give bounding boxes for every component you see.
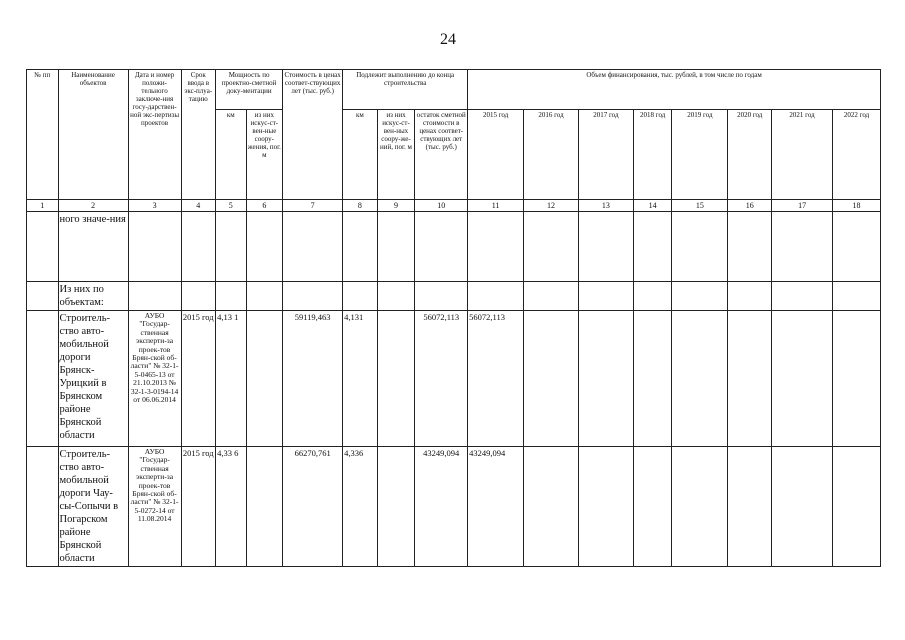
header-year-2022: 2022 год (833, 110, 881, 200)
header-remaining-structures: из них искус-ст-вен-ных соору-же-ний, пог. м (377, 110, 415, 200)
object-name: Из них по объектам: (58, 282, 128, 311)
column-number: 11 (468, 200, 524, 212)
header-financing-group: Объем финансирования, тыс. рублей, в том числе по годам (468, 70, 881, 110)
header-power-structures: из них искус-ст-вен-ные соору-жения, пог. м (246, 110, 283, 200)
remaining-cost: 56072,113 (415, 311, 468, 447)
column-number: 5 (216, 200, 246, 212)
header-row-1 (27, 70, 881, 110)
header-power-group: Мощность по проектно-сметной доку-ментации (216, 70, 283, 110)
remaining-km: 4,336 (343, 447, 378, 567)
header-year-2018: 2018 год (633, 110, 672, 200)
column-number: 17 (772, 200, 833, 212)
column-number: 9 (377, 200, 415, 212)
commission-term: 2015 год (181, 447, 216, 567)
table-row (27, 282, 881, 311)
header-object-name: Наименование объектов (58, 70, 128, 200)
column-number: 3 (128, 200, 181, 212)
column-number: 1 (27, 200, 59, 212)
table-row (27, 447, 881, 567)
column-number: 13 (578, 200, 633, 212)
object-name: Строитель-ство авто-мобильной дороги Чау-сы-Сопычи в Погарском районе Брянской области (58, 447, 128, 567)
column-number-row (27, 200, 881, 212)
column-number: 12 (524, 200, 579, 212)
power-km: 4,33 6 (216, 447, 246, 567)
column-number: 16 (728, 200, 772, 212)
financing-2015: 43249,094 (468, 447, 524, 567)
column-number: 10 (415, 200, 468, 212)
header-year-2021: 2021 год (772, 110, 833, 200)
header-remaining-cost: остаток сметной стоимости в ценах соответ-ствующих лет (тыс. руб.) (415, 110, 468, 200)
column-number: 6 (246, 200, 283, 212)
commission-term: 2015 год (181, 311, 216, 447)
header-cost: Стоимость в ценах соответ-ствующих лет (тыс. руб.) (283, 70, 343, 200)
column-number: 2 (58, 200, 128, 212)
header-year-2017: 2017 год (578, 110, 633, 200)
header-year-2016: 2016 год (524, 110, 579, 200)
estimated-cost: 59119,463 (283, 311, 343, 447)
object-name: Строитель-ство авто-мобильной дороги Брянск-Урицкий в Брянском районе Брянской области (58, 311, 128, 447)
header-power-km: км (216, 110, 246, 200)
expertise-conclusion: АУБО "Государ-ственная эксперти-за проек-тов Брян-ской об-ласти" № 32-1-5-0272-14 от 11.08.2014 (128, 447, 181, 567)
table-row (27, 212, 881, 282)
column-number: 7 (283, 200, 343, 212)
expertise-conclusion: АУБО "Государ-ственная эксперти-за проек-тов Брян-ской об-ласти" № 32-1-5-0465-13 от 21.10.2013 № 32-1-3-0194-14 от 06.06.2014 (128, 311, 181, 447)
object-name: ного значе-ния (58, 212, 128, 282)
header-year-2020: 2020 год (728, 110, 772, 200)
header-number: № пп (27, 70, 59, 200)
header-remaining-group: Подлежит выполнению до конца строительства (343, 70, 468, 110)
column-number: 18 (833, 200, 881, 212)
remaining-cost: 43249,094 (415, 447, 468, 567)
header-year-2015: 2015 год (468, 110, 524, 200)
header-commission-term: Срок ввода в экс-плуа-тацию (181, 70, 216, 200)
column-number: 8 (343, 200, 378, 212)
financing-2015: 56072,113 (468, 311, 524, 447)
remaining-km: 4,131 (343, 311, 378, 447)
page-number: 24 (440, 31, 456, 48)
estimated-cost: 66270,761 (283, 447, 343, 567)
construction-objects-table (26, 69, 881, 567)
column-number: 15 (672, 200, 728, 212)
header-remaining-km: км (343, 110, 378, 200)
header-expertise: Дата и номер положи-тельного заключе-ния госу-дарствен-ной экс-пертизы проектов (128, 70, 181, 200)
table-row (27, 311, 881, 447)
column-number: 14 (633, 200, 672, 212)
power-km: 4,13 1 (216, 311, 246, 447)
header-year-2019: 2019 год (672, 110, 728, 200)
column-number: 4 (181, 200, 216, 212)
